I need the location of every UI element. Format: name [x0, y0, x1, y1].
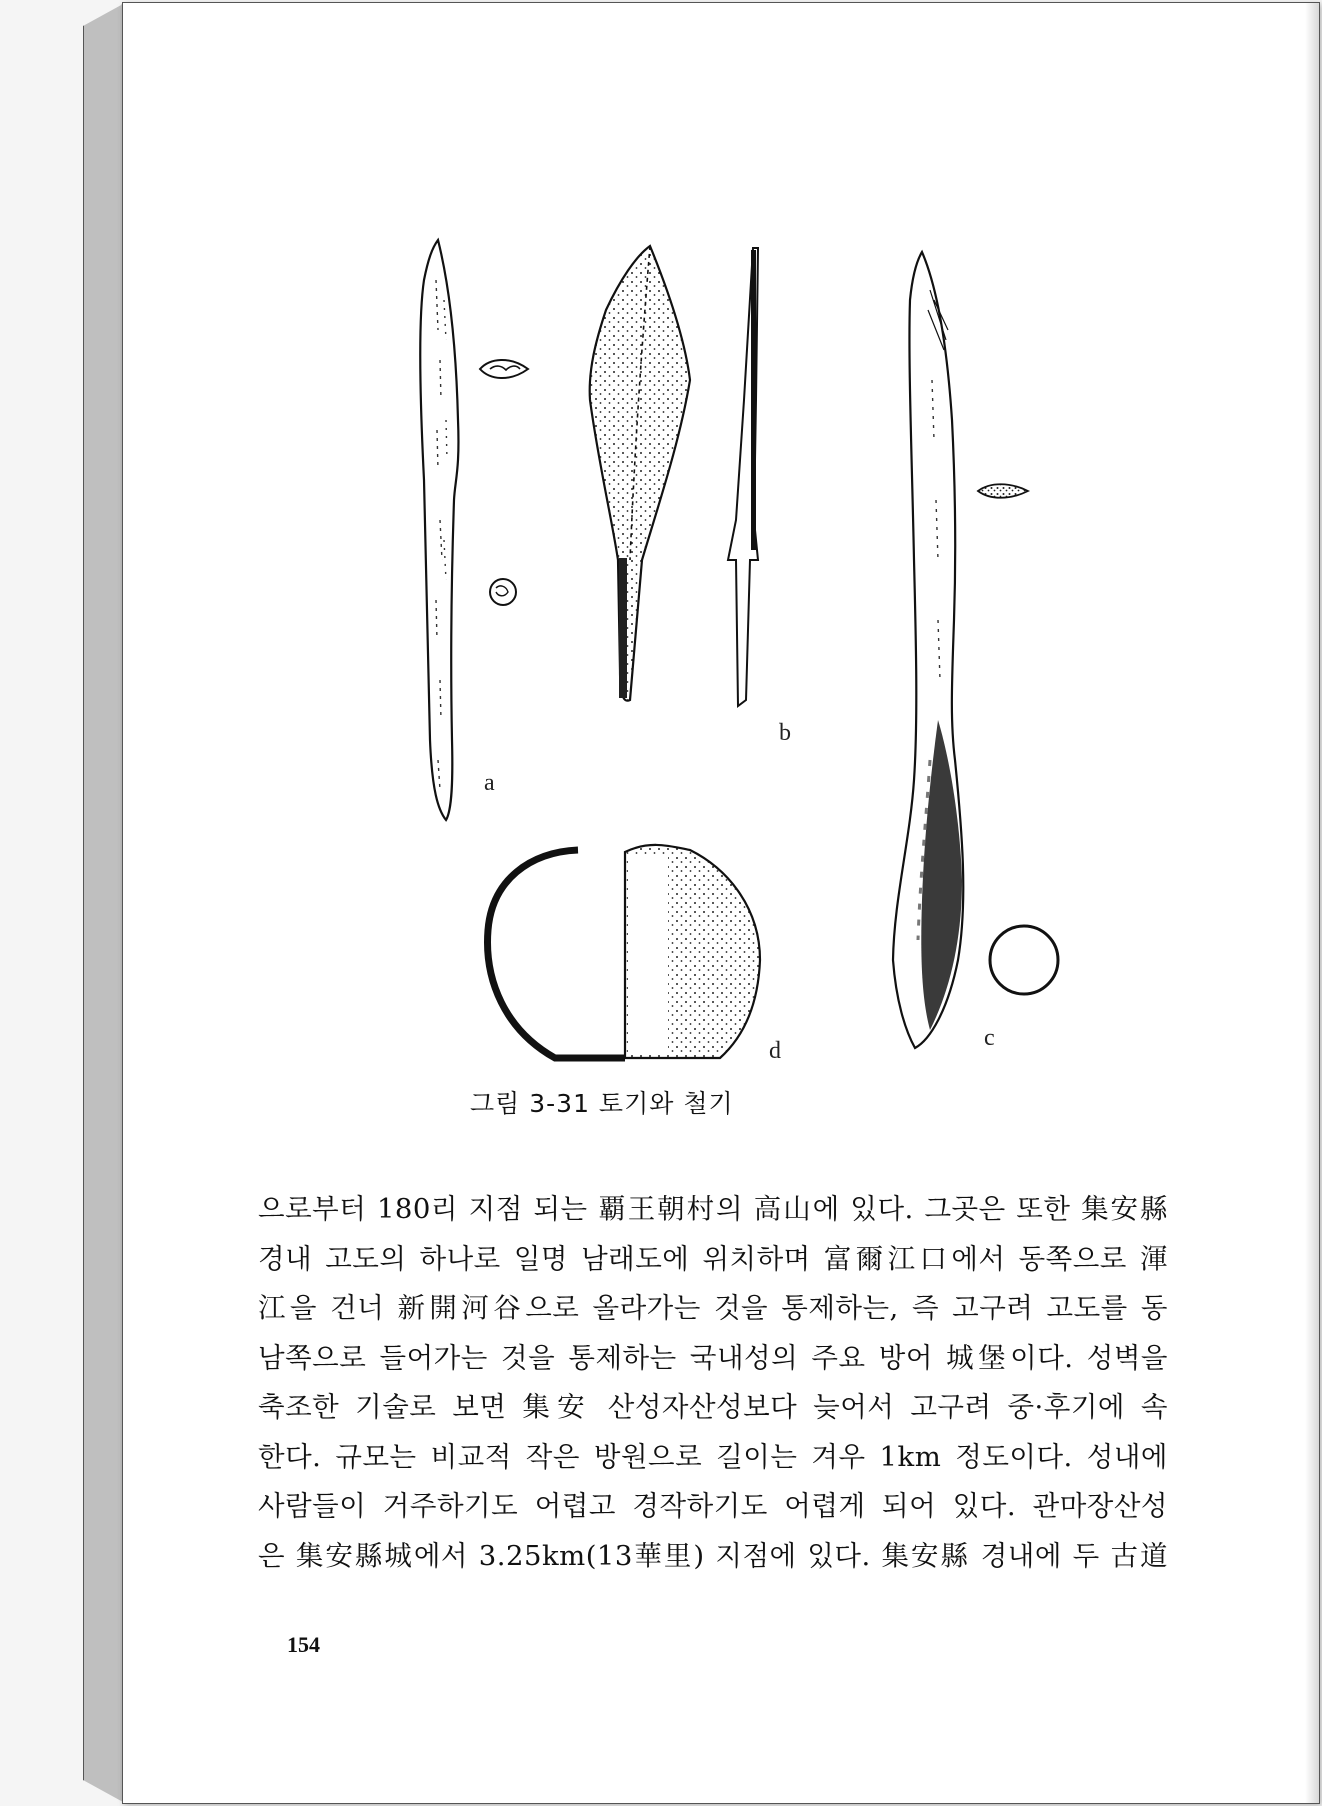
body-line: 은 集安縣城에서 3.25km(13華里) 지점에 있다. 集安縣 경내에 두 古道: [258, 1539, 1168, 1572]
body-line: 한다. 규모는 비교적 작은 방원으로 길이는 겨우 1km 정도이다. 성내에: [258, 1440, 1168, 1473]
body-line: 사람들이 거주하기도 어렵고 경작하기도 어렵게 되어 있다. 관마장산성: [258, 1490, 1168, 1522]
artifact-b-blade: [590, 246, 690, 701]
artifact-c-spear: [893, 252, 963, 1048]
label-b: b: [779, 720, 791, 746]
artifact-d-pot: [488, 845, 760, 1058]
body-line: 경내 고도의 하나로 일명 남래도에 위치하며 富爾江口에서 동쪽으로 渾: [258, 1242, 1168, 1275]
page-number: 154: [287, 1632, 320, 1657]
artifact-b-side-view: [728, 248, 758, 706]
figure-caption: 그림 3-31 토기와 철기: [470, 1089, 734, 1118]
body-text: [258, 1185, 1168, 1581]
artifact-c-cross-section-1: [978, 484, 1028, 498]
artifact-a-spear: [420, 240, 458, 820]
artifact-a-cross-section-2: [490, 579, 516, 605]
body-line: 남쪽으로 들어가는 것을 통제하는 국내성의 주요 방어 城堡이다. 성벽을: [258, 1341, 1168, 1374]
label-a: a: [484, 770, 495, 796]
label-d: d: [769, 1038, 781, 1064]
label-c: c: [984, 1025, 995, 1051]
body-line: 축조한 기술로 보면 集安 산성자산성보다 늦어서 고구려 중·후기에 속: [258, 1391, 1168, 1423]
body-line: 江을 건너 新開河谷으로 올라가는 것을 통제하는, 즉 고구려 고도를 동: [258, 1292, 1168, 1324]
artifact-a-cross-section-1: [480, 360, 528, 378]
artifact-c-cross-section-2: [990, 926, 1058, 994]
body-line: 으로부터 180리 지점 되는 覇王朝村의 高山에 있다. 그곳은 또한 集安縣: [258, 1193, 1168, 1225]
